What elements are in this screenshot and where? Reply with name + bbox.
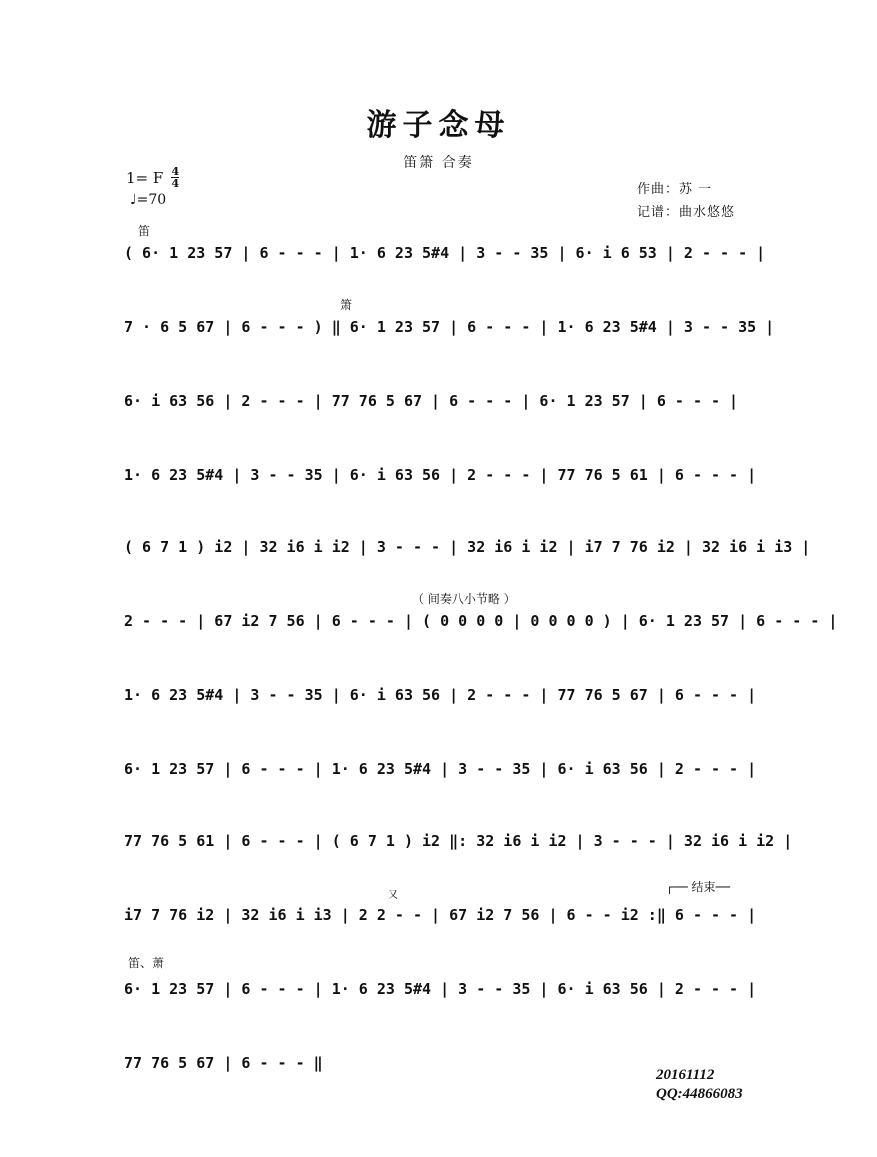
footer-qq: QQ:44866083	[656, 1086, 743, 1102]
score-line-5: ( 6 7 1 ) i2 | 32 i6 i i2 | 3 - - - | 32 i6 i i2 | i7 7 76 i2 | 32 i6 i i3 |	[124, 538, 811, 556]
score-line-11: 6· 1 23 57 | 6 - - - | 1· 6 23 5#4 | 3 - - 35 | 6· i 63 56 | 2 - - - |	[124, 980, 757, 998]
instrument-label-xiao: 箫	[340, 298, 353, 312]
song-title: 游子念母	[366, 108, 511, 143]
score-line-1: ( 6· 1 23 57 | 6 - - - | 1· 6 23 5#4 | 3 - - 35 | 6· i 6 53 | 2 - - - |	[124, 244, 766, 262]
footer-info	[656, 1066, 743, 1104]
transcriber-credit: 记谱：曲水悠悠	[637, 205, 736, 220]
footer-date: 20161112	[656, 1067, 715, 1083]
score-line-8: 6· 1 23 57 | 6 - - - | 1· 6 23 5#4 | 3 - - 35 | 6· i 63 56 | 2 - - - |	[124, 760, 757, 778]
key-signature	[126, 166, 179, 189]
time-signature-bottom: 4	[171, 177, 180, 190]
score-line-10: i7 7 76 i2 | 32 i6 i i3 | 2 2 - - | 67 i2 7 56 | 6 - - i2 :‖ 6 - - - |	[124, 906, 757, 924]
score-line-6: 2 - - - | 67 i2 7 56 | 6 - - - | ( 0 0 0 0 | 0 0 0 0 ) | 6· 1 23 57 | 6 - - - |	[124, 612, 838, 630]
interlude-note: （ 间奏八小节略 ）	[412, 592, 516, 606]
key-label: 1= F	[126, 168, 164, 187]
time-signature	[171, 166, 179, 189]
score-line-3: 6· i 63 56 | 2 - - - | 77 76 5 67 | 6 - - - | 6· 1 23 57 | 6 - - - |	[124, 392, 739, 410]
score-line-4: 1· 6 23 5#4 | 3 - - 35 | 6· i 63 56 | 2 - - - | 77 76 5 61 | 6 - - - |	[124, 466, 757, 484]
tempo-marking: ♩=70	[130, 192, 167, 208]
score-line-9: 77 76 5 61 | 6 - - - | ( 6 7 1 ) i2 ‖: 32 i6 i i2 | 3 - - - | 32 i6 i i2 |	[124, 832, 793, 850]
score-line-12: 77 76 5 67 | 6 - - - ‖	[124, 1054, 323, 1072]
ending-bracket: ┌── 结束──	[666, 880, 730, 894]
score-line-2: 7 · 6 5 67 | 6 - - - ) ‖ 6· 1 23 57 | 6 - - - | 1· 6 23 5#4 | 3 - - 35 |	[124, 318, 775, 336]
composer-credit: 作曲：苏 一	[637, 182, 713, 197]
time-signature-top: 4	[171, 165, 180, 178]
you-marking: 又	[388, 890, 398, 901]
song-subtitle: 笛箫 合奏	[403, 155, 474, 171]
instrument-label-dizi-xiao: 笛、萧	[128, 956, 165, 970]
instrument-label-dizi: 笛	[138, 224, 151, 238]
credits	[637, 178, 735, 224]
score-line-7: 1· 6 23 5#4 | 3 - - 35 | 6· i 63 56 | 2 - - - | 77 76 5 67 | 6 - - - |	[124, 686, 757, 704]
